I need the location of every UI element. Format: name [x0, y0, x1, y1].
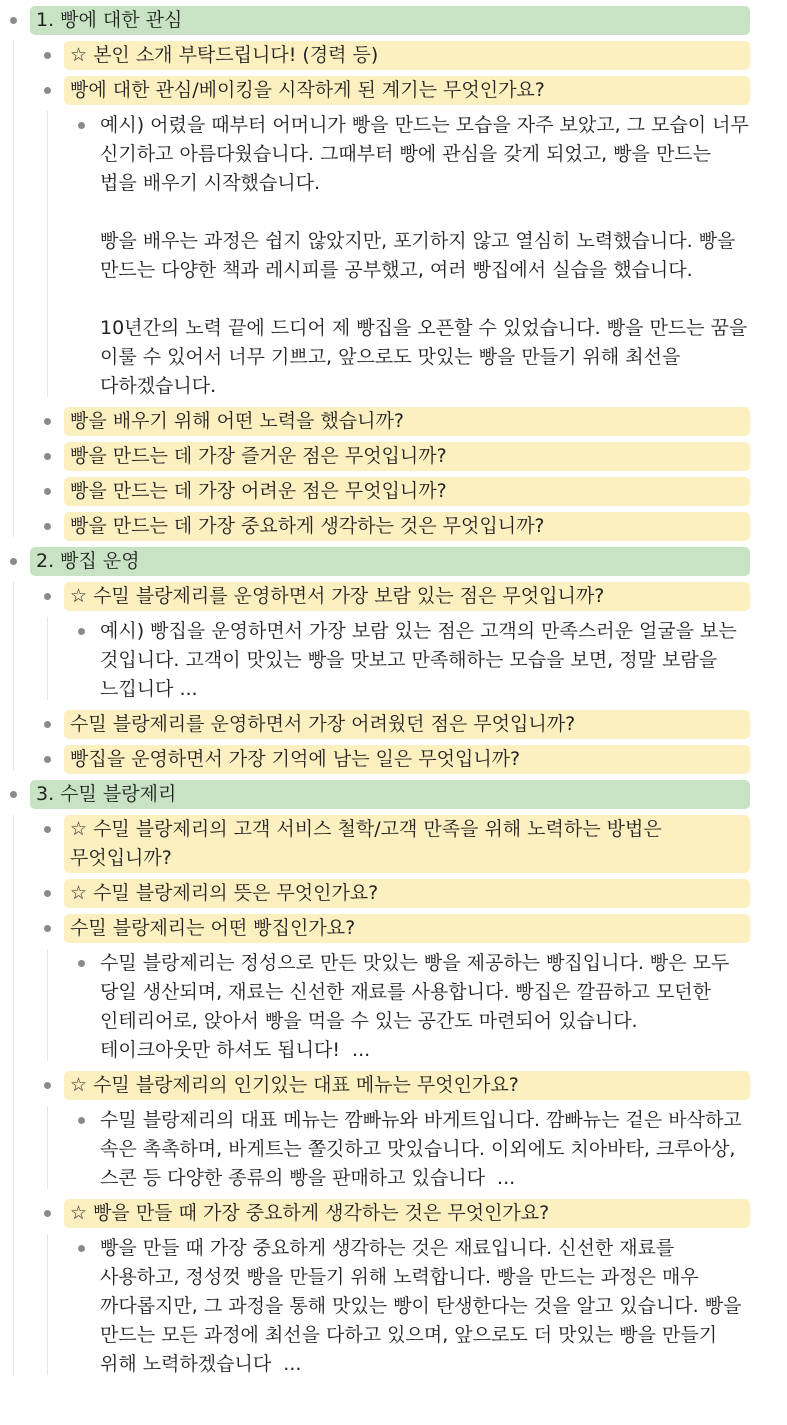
section-block [0, 6, 750, 541]
section-block [0, 780, 750, 1379]
question-block [0, 41, 750, 70]
bullet-icon[interactable] [44, 890, 51, 897]
bullet-icon[interactable] [44, 1082, 51, 1089]
question-row [0, 512, 750, 541]
question-block [0, 914, 750, 1065]
answer-row [0, 949, 750, 1065]
bullet-icon[interactable] [44, 756, 51, 763]
answer-block [0, 111, 750, 401]
section-row [0, 6, 750, 35]
question-row [0, 914, 750, 943]
answer-text[interactable]: 수밀 블랑제리는 정성으로 만든 맛있는 빵을 제공하는 빵집입니다. 빵은 모두 당일 생산되며, 재료는 신선한 재료를 사용합니다. 빵집은 깔끔하고 모던한 인테리어로, 앉아서 빵을 먹을 수 있는 공간도 마련되어 있습니다. 테이크아웃만 하셔도 됩니다! ... [100, 952, 736, 1061]
section-text[interactable]: 1. 빵에 대한 관심 [30, 6, 750, 35]
question-row [0, 41, 750, 70]
section-block [0, 547, 750, 774]
question-block [0, 815, 750, 873]
question-text[interactable]: ☆ 빵을 만들 때 가장 중요하게 생각하는 것은 무엇인가요? [64, 1199, 750, 1228]
bullet-icon[interactable] [44, 488, 51, 495]
children-list [0, 949, 750, 1065]
answer-block [0, 949, 750, 1065]
answer-text[interactable]: 예시) 어렸을 때부터 어머니가 빵을 만드는 모습을 자주 보았고, 그 모습이 너무 신기하고 아름다웠습니다. 그때부터 빵에 관심을 갖게 되었고, 빵을 만드는 법을 배우기 시작했습니다. 빵을 배우는 과정은 쉽지 않았지만, 포기하지 않고 열심히 노력했습니다. 빵을 만드는 다양한 책과 레시피를 공부했고, 여러 빵집에서 실습을 했습니다. 10년간의 노력 끝에 드디어 제 빵집을 오픈할 수 있었습니다. 빵을 만드는 꿈을 이룰 수 있어서 너무 기쁘고, 앞으로도 맛있는 빵을 만들기 위해 최선을 다하겠습니다. [100, 114, 749, 397]
bullet-icon[interactable] [44, 52, 51, 59]
question-text[interactable]: ☆ 수밀 블랑제리의 인기있는 대표 메뉴는 무엇인가요? [64, 1071, 750, 1100]
children-list [0, 815, 750, 1379]
bullet-icon[interactable] [44, 826, 51, 833]
answer-text[interactable]: 수밀 블랑제리의 대표 메뉴는 깜빠뉴와 바게트입니다. 깜빠뉴는 겉은 바삭하고 속은 촉촉하며, 바게트는 쫄깃하고 맛있습니다. 이외에도 치아바타, 크루아상, 스콘 등 다양한 종류의 빵을 판매하고 있습니다 ... [100, 1109, 748, 1189]
bullet-icon[interactable] [10, 17, 17, 24]
question-row [0, 815, 750, 873]
question-text[interactable]: 빵을 배우기 위해 어떤 노력을 했습니까? [64, 407, 750, 436]
section-row [0, 780, 750, 809]
bullet-icon[interactable] [44, 418, 51, 425]
answer-row [0, 1106, 750, 1193]
question-block [0, 582, 750, 704]
question-text[interactable]: ☆ 수밀 블랑제리의 뜻은 무엇인가요? [64, 879, 750, 908]
bullet-icon[interactable] [10, 558, 17, 565]
answer-text[interactable]: 예시) 빵집을 운영하면서 가장 보람 있는 점은 고객의 만족스러운 얼굴을 보는 것입니다. 고객이 맛있는 빵을 맛보고 만족해하는 모습을 보면, 정말 보람을 느낍니다 ... [100, 620, 743, 700]
bullet-icon[interactable] [44, 1210, 51, 1217]
question-block [0, 1071, 750, 1193]
question-text[interactable]: ☆ 본인 소개 부탁드립니다! (경력 등) [64, 41, 750, 70]
section-row [0, 547, 750, 576]
answer-block [0, 1106, 750, 1193]
question-block [0, 512, 750, 541]
question-row [0, 442, 750, 471]
bullet-icon[interactable] [10, 791, 17, 798]
bullet-icon[interactable] [44, 593, 51, 600]
question-block [0, 745, 750, 774]
bullet-icon[interactable] [78, 122, 85, 129]
question-block [0, 76, 750, 401]
question-text[interactable]: 수밀 블랑제리를 운영하면서 가장 어려웠던 점은 무엇입니까? [64, 710, 750, 739]
section-text[interactable]: 3. 수밀 블랑제리 [30, 780, 750, 809]
question-row [0, 1199, 750, 1228]
question-row [0, 76, 750, 105]
question-text[interactable]: 빵을 만드는 데 가장 즐거운 점은 무엇입니까? [64, 442, 750, 471]
bullet-icon[interactable] [44, 87, 51, 94]
children-list [0, 111, 750, 401]
question-text[interactable]: ☆ 수밀 블랑제리를 운영하면서 가장 보람 있는 점은 무엇입니까? [64, 582, 750, 611]
bullet-icon[interactable] [44, 453, 51, 460]
section-text[interactable]: 2. 빵집 운영 [30, 547, 750, 576]
question-row [0, 582, 750, 611]
question-block [0, 407, 750, 436]
answer-row [0, 111, 750, 401]
bullet-icon[interactable] [44, 523, 51, 530]
question-row [0, 407, 750, 436]
bullet-icon[interactable] [44, 925, 51, 932]
question-block [0, 477, 750, 506]
answer-row [0, 1234, 750, 1379]
bullet-icon[interactable] [44, 721, 51, 728]
question-row [0, 710, 750, 739]
question-block [0, 710, 750, 739]
children-list [0, 1106, 750, 1193]
answer-row [0, 617, 750, 704]
question-block [0, 1199, 750, 1379]
question-text[interactable]: 빵에 대한 관심/베이킹을 시작하게 된 계기는 무엇인가요? [64, 76, 750, 105]
children-list [0, 1234, 750, 1379]
question-text[interactable]: ☆ 수밀 블랑제리의 고객 서비스 철학/고객 만족을 위해 노력하는 방법은 무엇입니까? [64, 815, 750, 873]
children-list [0, 41, 750, 541]
answer-text[interactable]: 빵을 만들 때 가장 중요하게 생각하는 것은 재료입니다. 신선한 재료를 사용하고, 정성껏 빵을 만들기 위해 노력합니다. 빵을 만드는 과정은 매우 까다롭지만, 그 과정을 통해 맛있는 빵이 탄생한다는 것을 알고 있습니다. 빵을 만드는 모든 과정에 최선을 다하고 있으며, 앞으로도 더 맛있는 빵을 만들기 위해 노력하겠습니다 ... [100, 1237, 748, 1375]
children-list [0, 617, 750, 704]
question-text[interactable]: 수밀 블랑제리는 어떤 빵집인가요? [64, 914, 750, 943]
question-block [0, 442, 750, 471]
question-block [0, 879, 750, 908]
question-row [0, 879, 750, 908]
bullet-icon[interactable] [78, 628, 85, 635]
question-row [0, 1071, 750, 1100]
children-list [0, 582, 750, 774]
question-text[interactable]: 빵을 만드는 데 가장 중요하게 생각하는 것은 무엇입니까? [64, 512, 750, 541]
question-row [0, 477, 750, 506]
question-row [0, 745, 750, 774]
bullet-icon[interactable] [78, 960, 85, 967]
answer-block [0, 617, 750, 704]
question-text[interactable]: 빵집을 운영하면서 가장 기억에 남는 일은 무엇입니까? [64, 745, 750, 774]
answer-block [0, 1234, 750, 1379]
question-text[interactable]: 빵을 만드는 데 가장 어려운 점은 무엇입니까? [64, 477, 750, 506]
bullet-icon[interactable] [78, 1245, 85, 1252]
bullet-icon[interactable] [78, 1117, 85, 1124]
